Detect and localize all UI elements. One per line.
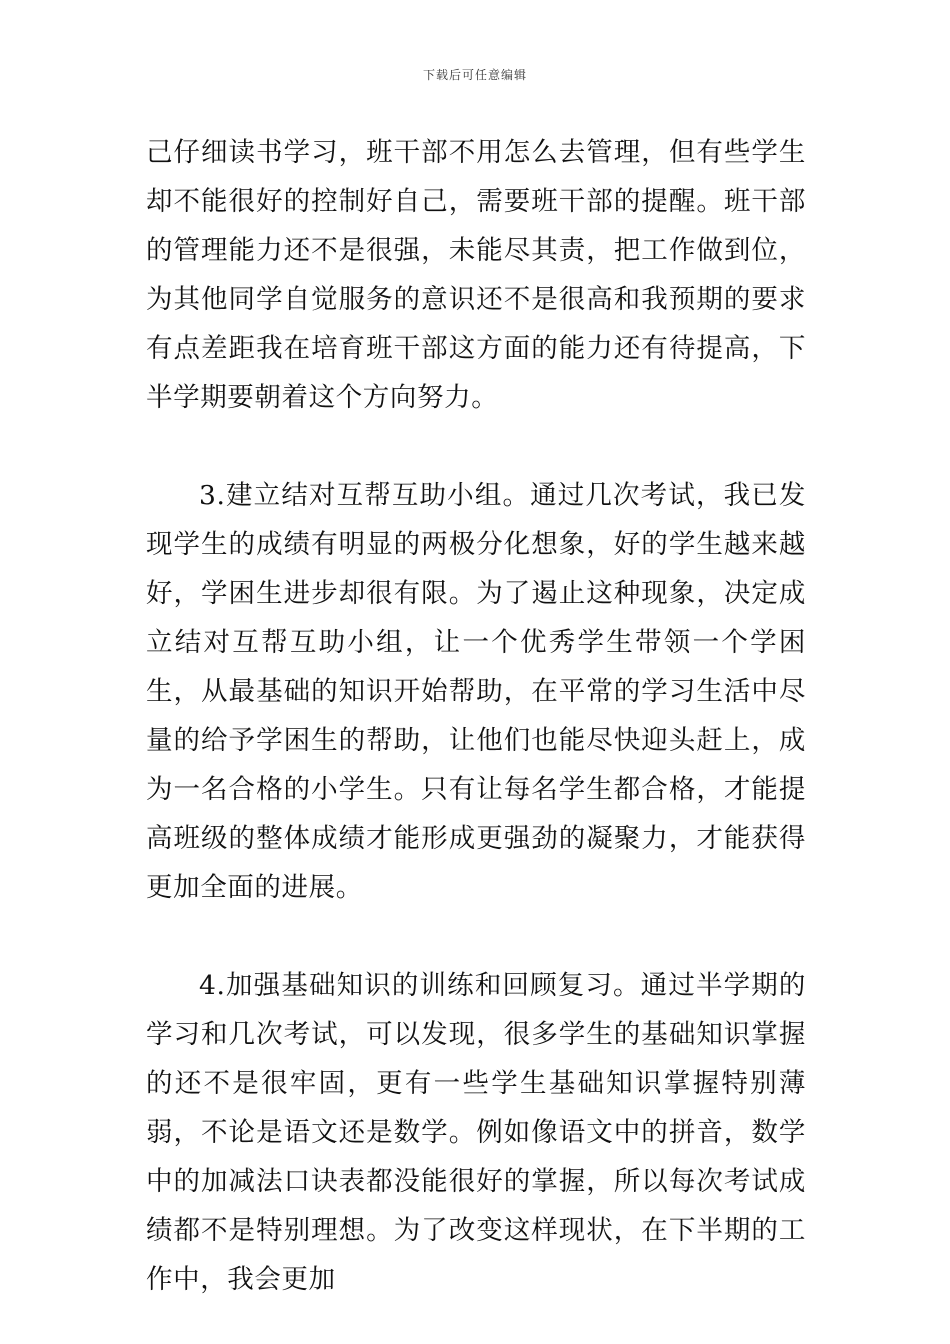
paragraph-gap xyxy=(146,422,806,471)
paragraph-gap xyxy=(146,912,806,961)
page-header: 下载后可任意编辑 xyxy=(422,68,527,82)
paragraph-item-3: 3.建立结对互帮互助小组。通过几次考试，我已发现学生的成绩有明显的两极分化想象，好的学生越来越好，学困生进步却很有限。为了遏止这种现象，决定成立结对互帮互助小组，让一个优秀学生带领一个学困生，从最基础的知识开始帮助，在平常的学习生活中尽量的给予学困生的帮助，让他们也能尽快迎头赶上，成为一名合格的小学生。只有让每名学生都合格，才能提高班级的整体成绩才能形成更强劲的凝聚力，才能获得更加全面的进展。 xyxy=(146,480,806,903)
paragraph-item-4: 4.加强基础知识的训练和回顾复习。通过半学期的学习和几次考试，可以发现，很多学生的基础知识掌握的还不是很牢固，更有一些学生基础知识掌握特别薄弱，不论是语文还是数学。例如像语文中的拼音，数学中的加减法口诀表都没能很好的掌握，所以每次考试成绩都不是特别理想。为了改变这样现状，在下半期的工作中，我会更加 xyxy=(146,970,806,1295)
document-body xyxy=(146,128,806,1304)
paragraph-continued: 己仔细读书学习，班干部不用怎么去管理，但有些学生却不能很好的控制好自己，需要班干部的提醒。班干部的管理能力还不是很强，未能尽其责，把工作做到位，为其他同学自觉服务的意识还不是很高和我预期的要求有点差距我在培育班干部这方面的能力还有待提高，下半学期要朝着这个方向努力。 xyxy=(146,137,806,413)
